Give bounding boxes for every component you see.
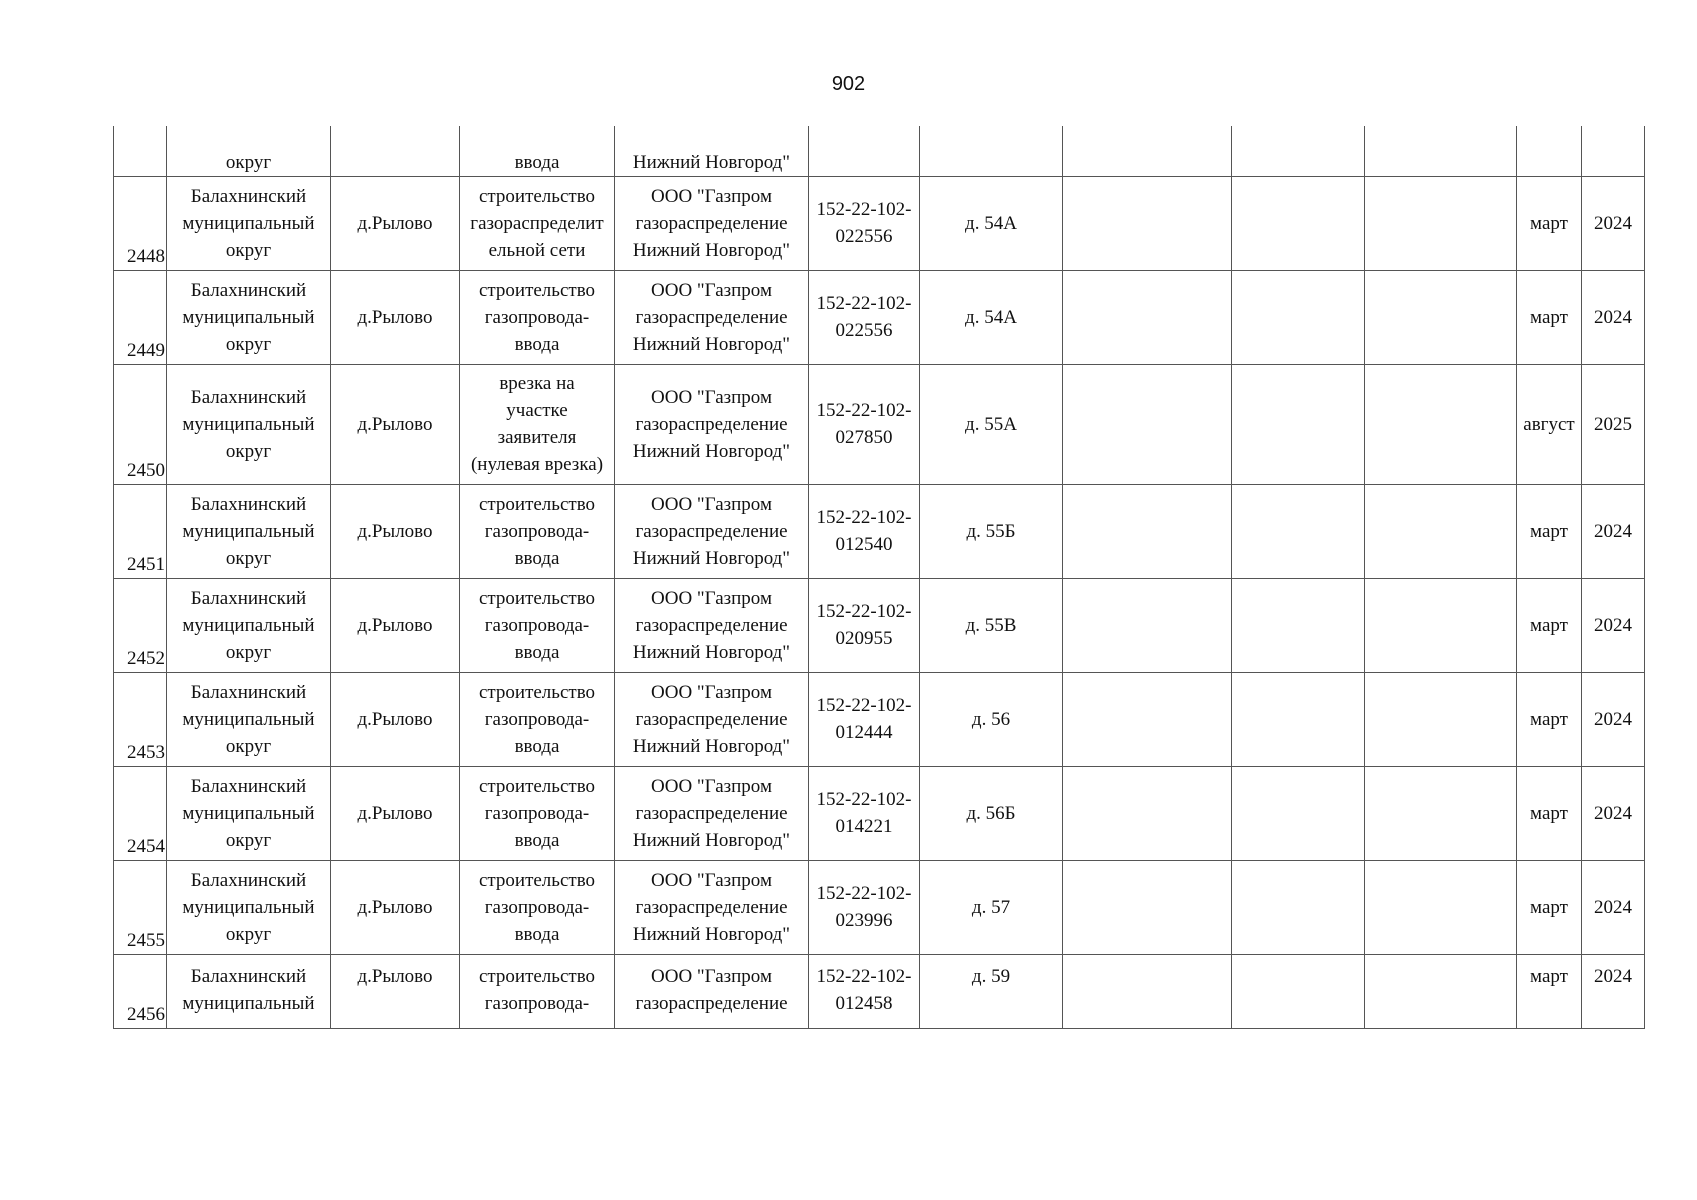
month-cell: март — [1517, 176, 1582, 270]
code-cell: 152-22-102- 012458 — [809, 954, 920, 1028]
code-cell: 152-22-102- 023996 — [809, 860, 920, 954]
empty-cell — [1365, 484, 1517, 578]
locality-cell: д.Рылово — [331, 954, 460, 1028]
locality-cell — [331, 126, 460, 176]
month-cell: март — [1517, 578, 1582, 672]
organization-cell: ООО "Газпром газораспределение Нижний Новгород" — [615, 766, 809, 860]
work-type-cell: строительство газопровода- ввода — [460, 578, 615, 672]
month-cell: март — [1517, 484, 1582, 578]
empty-cell — [1365, 364, 1517, 484]
table-body — [114, 126, 1645, 1028]
empty-cell — [1365, 176, 1517, 270]
row-number: 2452 — [114, 578, 167, 672]
empty-cell — [1063, 578, 1232, 672]
code-cell: 152-22-102- 014221 — [809, 766, 920, 860]
row-number — [114, 126, 167, 176]
address-cell: д. 59 — [920, 954, 1063, 1028]
year-cell: 2025 — [1582, 364, 1645, 484]
year-cell: 2024 — [1582, 578, 1645, 672]
organization-cell: ООО "Газпром газораспределение Нижний Новгород" — [615, 860, 809, 954]
year-cell: 2024 — [1582, 860, 1645, 954]
district-cell: Балахнинский муниципальный — [167, 954, 331, 1028]
organization-cell: ООО "Газпром газораспределение Нижний Новгород" — [615, 672, 809, 766]
organization-cell: ООО "Газпром газораспределение Нижний Новгород" — [615, 578, 809, 672]
empty-cell — [1232, 484, 1365, 578]
district-cell: Балахнинский муниципальный округ — [167, 672, 331, 766]
address-cell — [920, 126, 1063, 176]
month-cell: март — [1517, 270, 1582, 364]
empty-cell — [1063, 484, 1232, 578]
year-cell: 2024 — [1582, 484, 1645, 578]
empty-cell — [1232, 176, 1365, 270]
row-number: 2454 — [114, 766, 167, 860]
row-number: 2448 — [114, 176, 167, 270]
month-cell: август — [1517, 364, 1582, 484]
district-cell: Балахнинский муниципальный округ — [167, 364, 331, 484]
organization-cell: ООО "Газпром газораспределение Нижний Новгород" — [615, 484, 809, 578]
locality-cell: д.Рылово — [331, 766, 460, 860]
district-cell: Балахнинский муниципальный округ — [167, 860, 331, 954]
address-cell: д. 54А — [920, 270, 1063, 364]
empty-cell — [1063, 270, 1232, 364]
month-cell: март — [1517, 766, 1582, 860]
locality-cell: д.Рылово — [331, 672, 460, 766]
year-cell — [1582, 126, 1645, 176]
code-cell: 152-22-102- 012444 — [809, 672, 920, 766]
table-row — [114, 766, 1645, 860]
work-type-cell: строительство газопровода- ввода — [460, 766, 615, 860]
district-cell: Балахнинский муниципальный округ — [167, 578, 331, 672]
district-cell: Балахнинский муниципальный округ — [167, 270, 331, 364]
year-cell: 2024 — [1582, 954, 1645, 1028]
empty-cell — [1365, 860, 1517, 954]
code-cell: 152-22-102- 020955 — [809, 578, 920, 672]
organization-cell: ООО "Газпром газораспределение — [615, 954, 809, 1028]
empty-cell — [1063, 860, 1232, 954]
empty-cell — [1232, 364, 1365, 484]
locality-cell: д.Рылово — [331, 270, 460, 364]
address-cell: д. 54А — [920, 176, 1063, 270]
table-row — [114, 578, 1645, 672]
table-row — [114, 484, 1645, 578]
table-row — [114, 954, 1645, 1028]
row-number: 2453 — [114, 672, 167, 766]
year-cell: 2024 — [1582, 766, 1645, 860]
empty-cell — [1365, 766, 1517, 860]
empty-cell — [1232, 766, 1365, 860]
row-number: 2451 — [114, 484, 167, 578]
empty-cell — [1063, 176, 1232, 270]
empty-cell — [1232, 860, 1365, 954]
locality-cell: д.Рылово — [331, 176, 460, 270]
works-table — [113, 126, 1645, 1029]
work-type-cell: строительство газопровода- ввода — [460, 672, 615, 766]
district-cell: Балахнинский муниципальный округ — [167, 766, 331, 860]
organization-cell: ООО "Газпром газораспределение Нижний Новгород" — [615, 364, 809, 484]
work-type-cell: строительство газопровода- ввода — [460, 270, 615, 364]
organization-cell: ООО "Газпром газораспределение Нижний Новгород" — [615, 270, 809, 364]
work-type-cell: строительство газораспределит ельной сети — [460, 176, 615, 270]
year-cell: 2024 — [1582, 270, 1645, 364]
organization-cell: ООО "Газпром газораспределение Нижний Новгород" — [615, 176, 809, 270]
code-cell: 152-22-102- 027850 — [809, 364, 920, 484]
table-row — [114, 672, 1645, 766]
row-number: 2450 — [114, 364, 167, 484]
address-cell: д. 57 — [920, 860, 1063, 954]
empty-cell — [1063, 672, 1232, 766]
work-type-cell: строительство газопровода- ввода — [460, 484, 615, 578]
year-cell: 2024 — [1582, 672, 1645, 766]
month-cell — [1517, 126, 1582, 176]
district-cell: округ — [167, 126, 331, 176]
work-type-cell: строительство газопровода- ввода — [460, 860, 615, 954]
empty-cell — [1232, 126, 1365, 176]
table-row — [114, 270, 1645, 364]
empty-cell — [1063, 766, 1232, 860]
district-cell: Балахнинский муниципальный округ — [167, 176, 331, 270]
empty-cell — [1232, 954, 1365, 1028]
table-row — [114, 176, 1645, 270]
table-row — [114, 860, 1645, 954]
address-cell: д. 55А — [920, 364, 1063, 484]
locality-cell: д.Рылово — [331, 484, 460, 578]
year-cell: 2024 — [1582, 176, 1645, 270]
work-type-cell: ввода — [460, 126, 615, 176]
empty-cell — [1365, 126, 1517, 176]
code-cell: 152-22-102- 022556 — [809, 270, 920, 364]
month-cell: март — [1517, 954, 1582, 1028]
row-number: 2455 — [114, 860, 167, 954]
month-cell: март — [1517, 672, 1582, 766]
month-cell: март — [1517, 860, 1582, 954]
district-cell: Балахнинский муниципальный округ — [167, 484, 331, 578]
code-cell — [809, 126, 920, 176]
table-row-continuation — [114, 126, 1645, 176]
table-row — [114, 364, 1645, 484]
empty-cell — [1365, 270, 1517, 364]
empty-cell — [1063, 364, 1232, 484]
empty-cell — [1365, 672, 1517, 766]
locality-cell: д.Рылово — [331, 860, 460, 954]
page-number: 902 — [831, 73, 866, 95]
work-type-cell: врезка на участке заявителя (нулевая врезка) — [460, 364, 615, 484]
empty-cell — [1365, 578, 1517, 672]
work-type-cell: строительство газопровода- — [460, 954, 615, 1028]
empty-cell — [1232, 270, 1365, 364]
address-cell: д. 56Б — [920, 766, 1063, 860]
row-number: 2449 — [114, 270, 167, 364]
empty-cell — [1232, 672, 1365, 766]
empty-cell — [1232, 578, 1365, 672]
address-cell: д. 55Б — [920, 484, 1063, 578]
address-cell: д. 55В — [920, 578, 1063, 672]
empty-cell — [1365, 954, 1517, 1028]
organization-cell: Нижний Новгород" — [615, 126, 809, 176]
code-cell: 152-22-102- 022556 — [809, 176, 920, 270]
locality-cell: д.Рылово — [331, 364, 460, 484]
address-cell: д. 56 — [920, 672, 1063, 766]
row-number: 2456 — [114, 954, 167, 1028]
empty-cell — [1063, 954, 1232, 1028]
locality-cell: д.Рылово — [331, 578, 460, 672]
empty-cell — [1063, 126, 1232, 176]
code-cell: 152-22-102- 012540 — [809, 484, 920, 578]
